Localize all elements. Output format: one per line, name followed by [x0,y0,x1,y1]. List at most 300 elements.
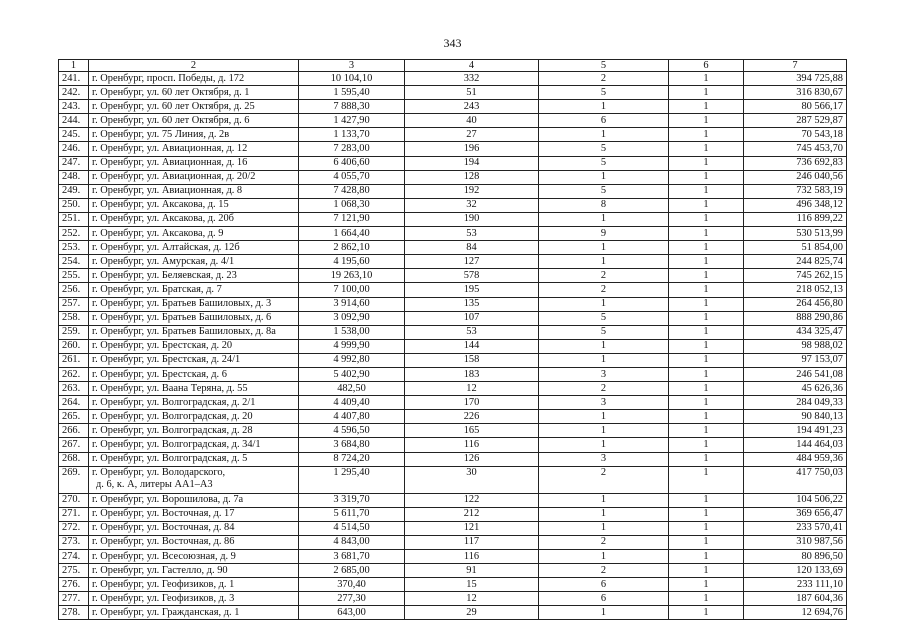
column-5-cell: 1 [539,353,669,367]
table-row [59,198,847,212]
table-body [59,72,847,620]
row-number: 257. [59,297,89,311]
column-6-cell: 1 [669,100,744,114]
row-number: 272. [59,521,89,535]
column-4-cell: 128 [405,170,539,184]
column-4-cell: 12 [405,382,539,396]
column-4-cell: 117 [405,535,539,549]
amount-cell: 218 052,13 [744,283,847,297]
amount-cell: 246 541,08 [744,367,847,381]
column-header: 7 [744,60,847,72]
address-line: г. Оренбург, ул. Алтайская, д. 12б [92,241,240,253]
row-number: 263. [59,382,89,396]
address-cell [89,86,299,100]
column-4-cell: 165 [405,424,539,438]
column-5-cell: 6 [539,114,669,128]
column-6-cell: 1 [669,606,744,620]
column-6-cell: 1 [669,283,744,297]
amount-cell: 745 262,15 [744,269,847,283]
column-6-cell: 1 [669,438,744,452]
column-6-cell: 1 [669,550,744,564]
amount-cell: 284 049,33 [744,396,847,410]
row-number: 259. [59,325,89,339]
column-4-cell: 15 [405,578,539,592]
table-row [59,396,847,410]
column-header: 3 [299,60,405,72]
row-number: 250. [59,198,89,212]
table-row [59,114,847,128]
table-row [59,521,847,535]
page-number: 343 [443,36,462,50]
address-cell [89,212,299,226]
amount-cell: 244 825,74 [744,255,847,269]
table-row [59,578,847,592]
row-number: 261. [59,353,89,367]
address-cell [89,114,299,128]
column-6-cell: 1 [669,382,744,396]
row-number: 242. [59,86,89,100]
address-cell [89,142,299,156]
column-4-cell: 121 [405,521,539,535]
area-cell: 3 319,70 [299,493,405,507]
table-row [59,311,847,325]
column-header: 4 [405,60,539,72]
area-cell: 4 843,00 [299,535,405,549]
address-cell [89,424,299,438]
column-6-cell: 1 [669,198,744,212]
address-cell [89,311,299,325]
address-cell [89,452,299,466]
address-cell [89,493,299,507]
address-cell [89,521,299,535]
amount-cell: 496 348,12 [744,198,847,212]
area-cell: 4 407,80 [299,410,405,424]
amount-cell: 484 959,36 [744,452,847,466]
register-table [58,59,847,620]
amount-cell: 51 854,00 [744,241,847,255]
address-cell [89,606,299,620]
column-4-cell: 127 [405,255,539,269]
table-row [59,367,847,381]
column-5-cell: 2 [539,466,669,493]
address-line: г. Оренбург, ул. Волгоградская, д. 5 [92,453,248,465]
table-row [59,339,847,353]
row-number: 268. [59,452,89,466]
area-cell: 7 100,00 [299,283,405,297]
area-cell: 643,00 [299,606,405,620]
column-6-cell: 1 [669,339,744,353]
amount-cell: 264 456,80 [744,297,847,311]
area-cell: 4 195,60 [299,255,405,269]
column-5-cell: 2 [539,564,669,578]
table-row [59,493,847,507]
row-number: 275. [59,564,89,578]
column-5-cell: 3 [539,396,669,410]
column-6-cell: 1 [669,227,744,241]
address-line: г. Оренбург, ул. Восточная, д. 84 [92,522,235,534]
row-number: 265. [59,410,89,424]
address-cell [89,170,299,184]
table-row [59,606,847,620]
row-number: 255. [59,269,89,283]
amount-cell: 888 290,86 [744,311,847,325]
amount-cell: 45 626,36 [744,382,847,396]
table-row [59,424,847,438]
address-line: г. Оренбург, ул. Братьев Башиловых, д. 6 [92,312,272,324]
address-cell [89,325,299,339]
row-number: 247. [59,156,89,170]
column-6-cell: 1 [669,128,744,142]
address-line: г. Оренбург, ул. Волгоградская, д. 20 [92,410,253,422]
table-row [59,255,847,269]
column-header: 2 [89,60,299,72]
column-6-cell: 1 [669,353,744,367]
address-cell [89,184,299,198]
column-5-cell: 1 [539,241,669,255]
address-line: г. Оренбург, ул. Волгоградская, д. 2/1 [92,396,256,408]
column-6-cell: 1 [669,86,744,100]
column-4-cell: 84 [405,241,539,255]
address-cell [89,592,299,606]
address-line: г. Оренбург, ул. Аксакова, д. 9 [92,227,224,239]
address-line: г. Оренбург, ул. Ваана Теряна, д. 55 [92,382,248,394]
table-row [59,452,847,466]
address-cell [89,339,299,353]
address-line: г. Оренбург, ул. Гражданская, д. 1 [92,606,240,618]
column-6-cell: 1 [669,507,744,521]
column-5-cell: 5 [539,325,669,339]
row-number: 271. [59,507,89,521]
address-line: г. Оренбург, ул. Восточная, д. 17 [92,508,235,520]
address-cell [89,382,299,396]
row-number: 253. [59,241,89,255]
column-6-cell: 1 [669,564,744,578]
column-5-cell: 2 [539,72,669,86]
area-cell: 2 862,10 [299,241,405,255]
area-cell: 4 992,80 [299,353,405,367]
column-6-cell: 1 [669,521,744,535]
amount-cell: 90 840,13 [744,410,847,424]
address-line: г. Оренбург, просп. Победы, д. 172 [92,72,245,84]
address-line: г. Оренбург, ул. 60 лет Октября, д. 25 [92,100,255,112]
column-header: 6 [669,60,744,72]
column-5-cell: 1 [539,606,669,620]
table-row [59,535,847,549]
amount-cell: 233 111,10 [744,578,847,592]
column-6-cell: 1 [669,170,744,184]
column-5-cell: 5 [539,311,669,325]
table-row [59,325,847,339]
row-number: 274. [59,550,89,564]
column-5-cell: 6 [539,578,669,592]
address-line: г. Оренбург, ул. Брестская, д. 6 [92,368,227,380]
column-5-cell: 5 [539,156,669,170]
column-4-cell: 30 [405,466,539,493]
row-number: 266. [59,424,89,438]
address-cell [89,507,299,521]
address-line: г. Оренбург, ул. Братьев Башиловых, д. 8а [92,326,276,338]
column-5-cell: 2 [539,283,669,297]
area-cell: 3 092,90 [299,311,405,325]
column-4-cell: 332 [405,72,539,86]
column-4-cell: 27 [405,128,539,142]
amount-cell: 98 988,02 [744,339,847,353]
address-cell [89,550,299,564]
column-4-cell: 212 [405,507,539,521]
column-5-cell: 2 [539,269,669,283]
table-row [59,269,847,283]
column-5-cell: 1 [539,255,669,269]
table-row [59,241,847,255]
column-5-cell: 1 [539,521,669,535]
area-cell: 1 068,30 [299,198,405,212]
table-header-row [59,60,847,72]
amount-cell: 80 896,50 [744,550,847,564]
row-number: 246. [59,142,89,156]
column-4-cell: 578 [405,269,539,283]
column-5-cell: 2 [539,535,669,549]
amount-cell: 97 153,07 [744,353,847,367]
amount-cell: 104 506,22 [744,493,847,507]
table-row [59,297,847,311]
area-cell: 1 427,90 [299,114,405,128]
table-row [59,100,847,114]
address-cell [89,353,299,367]
address-line: г. Оренбург, ул. Володарского, [92,466,226,478]
table-row [59,128,847,142]
column-6-cell: 1 [669,72,744,86]
area-cell: 10 104,10 [299,72,405,86]
area-cell: 1 595,40 [299,86,405,100]
table-row [59,592,847,606]
column-4-cell: 53 [405,325,539,339]
column-6-cell: 1 [669,410,744,424]
amount-cell: 80 566,17 [744,100,847,114]
area-cell: 1 664,40 [299,227,405,241]
row-number: 249. [59,184,89,198]
row-number: 269. [59,466,89,493]
table-row [59,156,847,170]
address-cell [89,227,299,241]
address-cell [89,410,299,424]
row-number: 264. [59,396,89,410]
table-row [59,86,847,100]
address-line: г. Оренбург, ул. Авиационная, д. 8 [92,185,243,197]
column-6-cell: 1 [669,255,744,269]
column-4-cell: 195 [405,283,539,297]
area-cell: 370,40 [299,578,405,592]
amount-cell: 246 040,56 [744,170,847,184]
address-cell [89,564,299,578]
column-4-cell: 243 [405,100,539,114]
column-6-cell: 1 [669,325,744,339]
address-cell [89,156,299,170]
amount-cell: 310 987,56 [744,535,847,549]
column-4-cell: 196 [405,142,539,156]
column-6-cell: 1 [669,493,744,507]
column-5-cell: 1 [539,438,669,452]
area-cell: 482,50 [299,382,405,396]
column-4-cell: 135 [405,297,539,311]
address-line: г. Оренбург, ул. 60 лет Октября, д. 6 [92,114,250,126]
column-6-cell: 1 [669,452,744,466]
row-number: 251. [59,212,89,226]
amount-cell: 144 464,03 [744,438,847,452]
address-cell [89,72,299,86]
address-cell [89,438,299,452]
column-6-cell: 1 [669,297,744,311]
area-cell: 3 684,80 [299,438,405,452]
table-row [59,170,847,184]
table-row [59,212,847,226]
column-5-cell: 9 [539,227,669,241]
area-cell: 277,30 [299,592,405,606]
column-4-cell: 226 [405,410,539,424]
row-number: 278. [59,606,89,620]
amount-cell: 233 570,41 [744,521,847,535]
column-5-cell: 5 [539,86,669,100]
column-5-cell: 1 [539,297,669,311]
address-line: г. Оренбург, ул. Геофизиков, д. 3 [92,592,235,604]
area-cell: 19 263,10 [299,269,405,283]
area-cell: 5 611,70 [299,507,405,521]
area-cell: 3 681,70 [299,550,405,564]
column-4-cell: 194 [405,156,539,170]
address-cell [89,578,299,592]
column-4-cell: 91 [405,564,539,578]
row-number: 254. [59,255,89,269]
column-5-cell: 1 [539,550,669,564]
column-4-cell: 29 [405,606,539,620]
area-cell: 5 402,90 [299,367,405,381]
address-line: г. Оренбург, ул. Брестская, д. 20 [92,340,233,352]
area-cell: 7 888,30 [299,100,405,114]
table-row [59,410,847,424]
column-5-cell: 3 [539,452,669,466]
row-number: 262. [59,367,89,381]
column-6-cell: 1 [669,367,744,381]
table-row [59,564,847,578]
amount-cell: 394 725,88 [744,72,847,86]
column-6-cell: 1 [669,241,744,255]
table-row [59,72,847,86]
column-6-cell: 1 [669,269,744,283]
column-4-cell: 122 [405,493,539,507]
column-4-cell: 53 [405,227,539,241]
column-4-cell: 126 [405,452,539,466]
address-line: г. Оренбург, ул. Аксакова, д. 20б [92,213,234,225]
address-line: г. Оренбург, ул. Брестская, д. 24/1 [92,354,241,366]
column-4-cell: 158 [405,353,539,367]
amount-cell: 287 529,87 [744,114,847,128]
address-line: г. Оренбург, ул. Ворошилова, д. 7а [92,494,244,506]
address-cell [89,128,299,142]
column-5-cell: 5 [539,142,669,156]
amount-cell: 736 692,83 [744,156,847,170]
address-line: г. Оренбург, ул. 60 лет Октября, д. 1 [92,86,250,98]
table-row [59,382,847,396]
column-5-cell: 3 [539,367,669,381]
column-5-cell: 8 [539,198,669,212]
address-line: г. Оренбург, ул. Авиационная, д. 12 [92,143,248,155]
column-4-cell: 170 [405,396,539,410]
column-5-cell: 6 [539,592,669,606]
area-cell: 8 724,20 [299,452,405,466]
column-5-cell: 5 [539,184,669,198]
address-line: г. Оренбург, ул. Геофизиков, д. 1 [92,578,235,590]
column-6-cell: 1 [669,156,744,170]
amount-cell: 434 325,47 [744,325,847,339]
column-6-cell: 1 [669,424,744,438]
row-number: 277. [59,592,89,606]
address-cell [89,269,299,283]
column-5-cell: 1 [539,507,669,521]
column-6-cell: 1 [669,535,744,549]
amount-cell: 745 453,70 [744,142,847,156]
address-line: г. Оренбург, ул. Авиационная, д. 20/2 [92,171,256,183]
address-cell [89,466,299,493]
address-line: г. Оренбург, ул. Братьев Башиловых, д. 3 [92,298,272,310]
address-cell [89,367,299,381]
amount-cell: 12 694,76 [744,606,847,620]
address-line: г. Оренбург, ул. Всесоюзная, д. 9 [92,550,236,562]
area-cell: 4 514,50 [299,521,405,535]
column-4-cell: 51 [405,86,539,100]
table-row [59,227,847,241]
amount-cell: 120 133,69 [744,564,847,578]
address-line: г. Оренбург, ул. Восточная, д. 86 [92,536,235,548]
column-6-cell: 1 [669,311,744,325]
amount-cell: 369 656,47 [744,507,847,521]
address-cell [89,283,299,297]
column-4-cell: 12 [405,592,539,606]
amount-cell: 417 750,03 [744,466,847,493]
address-line: г. Оренбург, ул. Беляевская, д. 23 [92,269,237,281]
column-6-cell: 1 [669,142,744,156]
table-row [59,550,847,564]
area-cell: 4 409,40 [299,396,405,410]
address-cell [89,198,299,212]
column-6-cell: 1 [669,592,744,606]
row-number: 244. [59,114,89,128]
column-6-cell: 1 [669,114,744,128]
column-5-cell: 1 [539,410,669,424]
column-4-cell: 183 [405,367,539,381]
address-cell [89,241,299,255]
amount-cell: 187 604,36 [744,592,847,606]
table-row [59,438,847,452]
column-5-cell: 1 [539,424,669,438]
amount-cell: 70 543,18 [744,128,847,142]
row-number: 243. [59,100,89,114]
column-6-cell: 1 [669,396,744,410]
column-header: 1 [59,60,89,72]
address-cell [89,297,299,311]
address-line: г. Оренбург, ул. 75 Линия, д. 2в [92,128,230,140]
amount-cell: 732 583,19 [744,184,847,198]
amount-cell: 116 899,22 [744,212,847,226]
row-number: 258. [59,311,89,325]
area-cell: 1 295,40 [299,466,405,493]
row-number: 256. [59,283,89,297]
table-row [59,353,847,367]
column-5-cell: 1 [539,339,669,353]
column-4-cell: 144 [405,339,539,353]
amount-cell: 316 830,67 [744,86,847,100]
column-4-cell: 116 [405,438,539,452]
column-4-cell: 107 [405,311,539,325]
row-number: 270. [59,493,89,507]
